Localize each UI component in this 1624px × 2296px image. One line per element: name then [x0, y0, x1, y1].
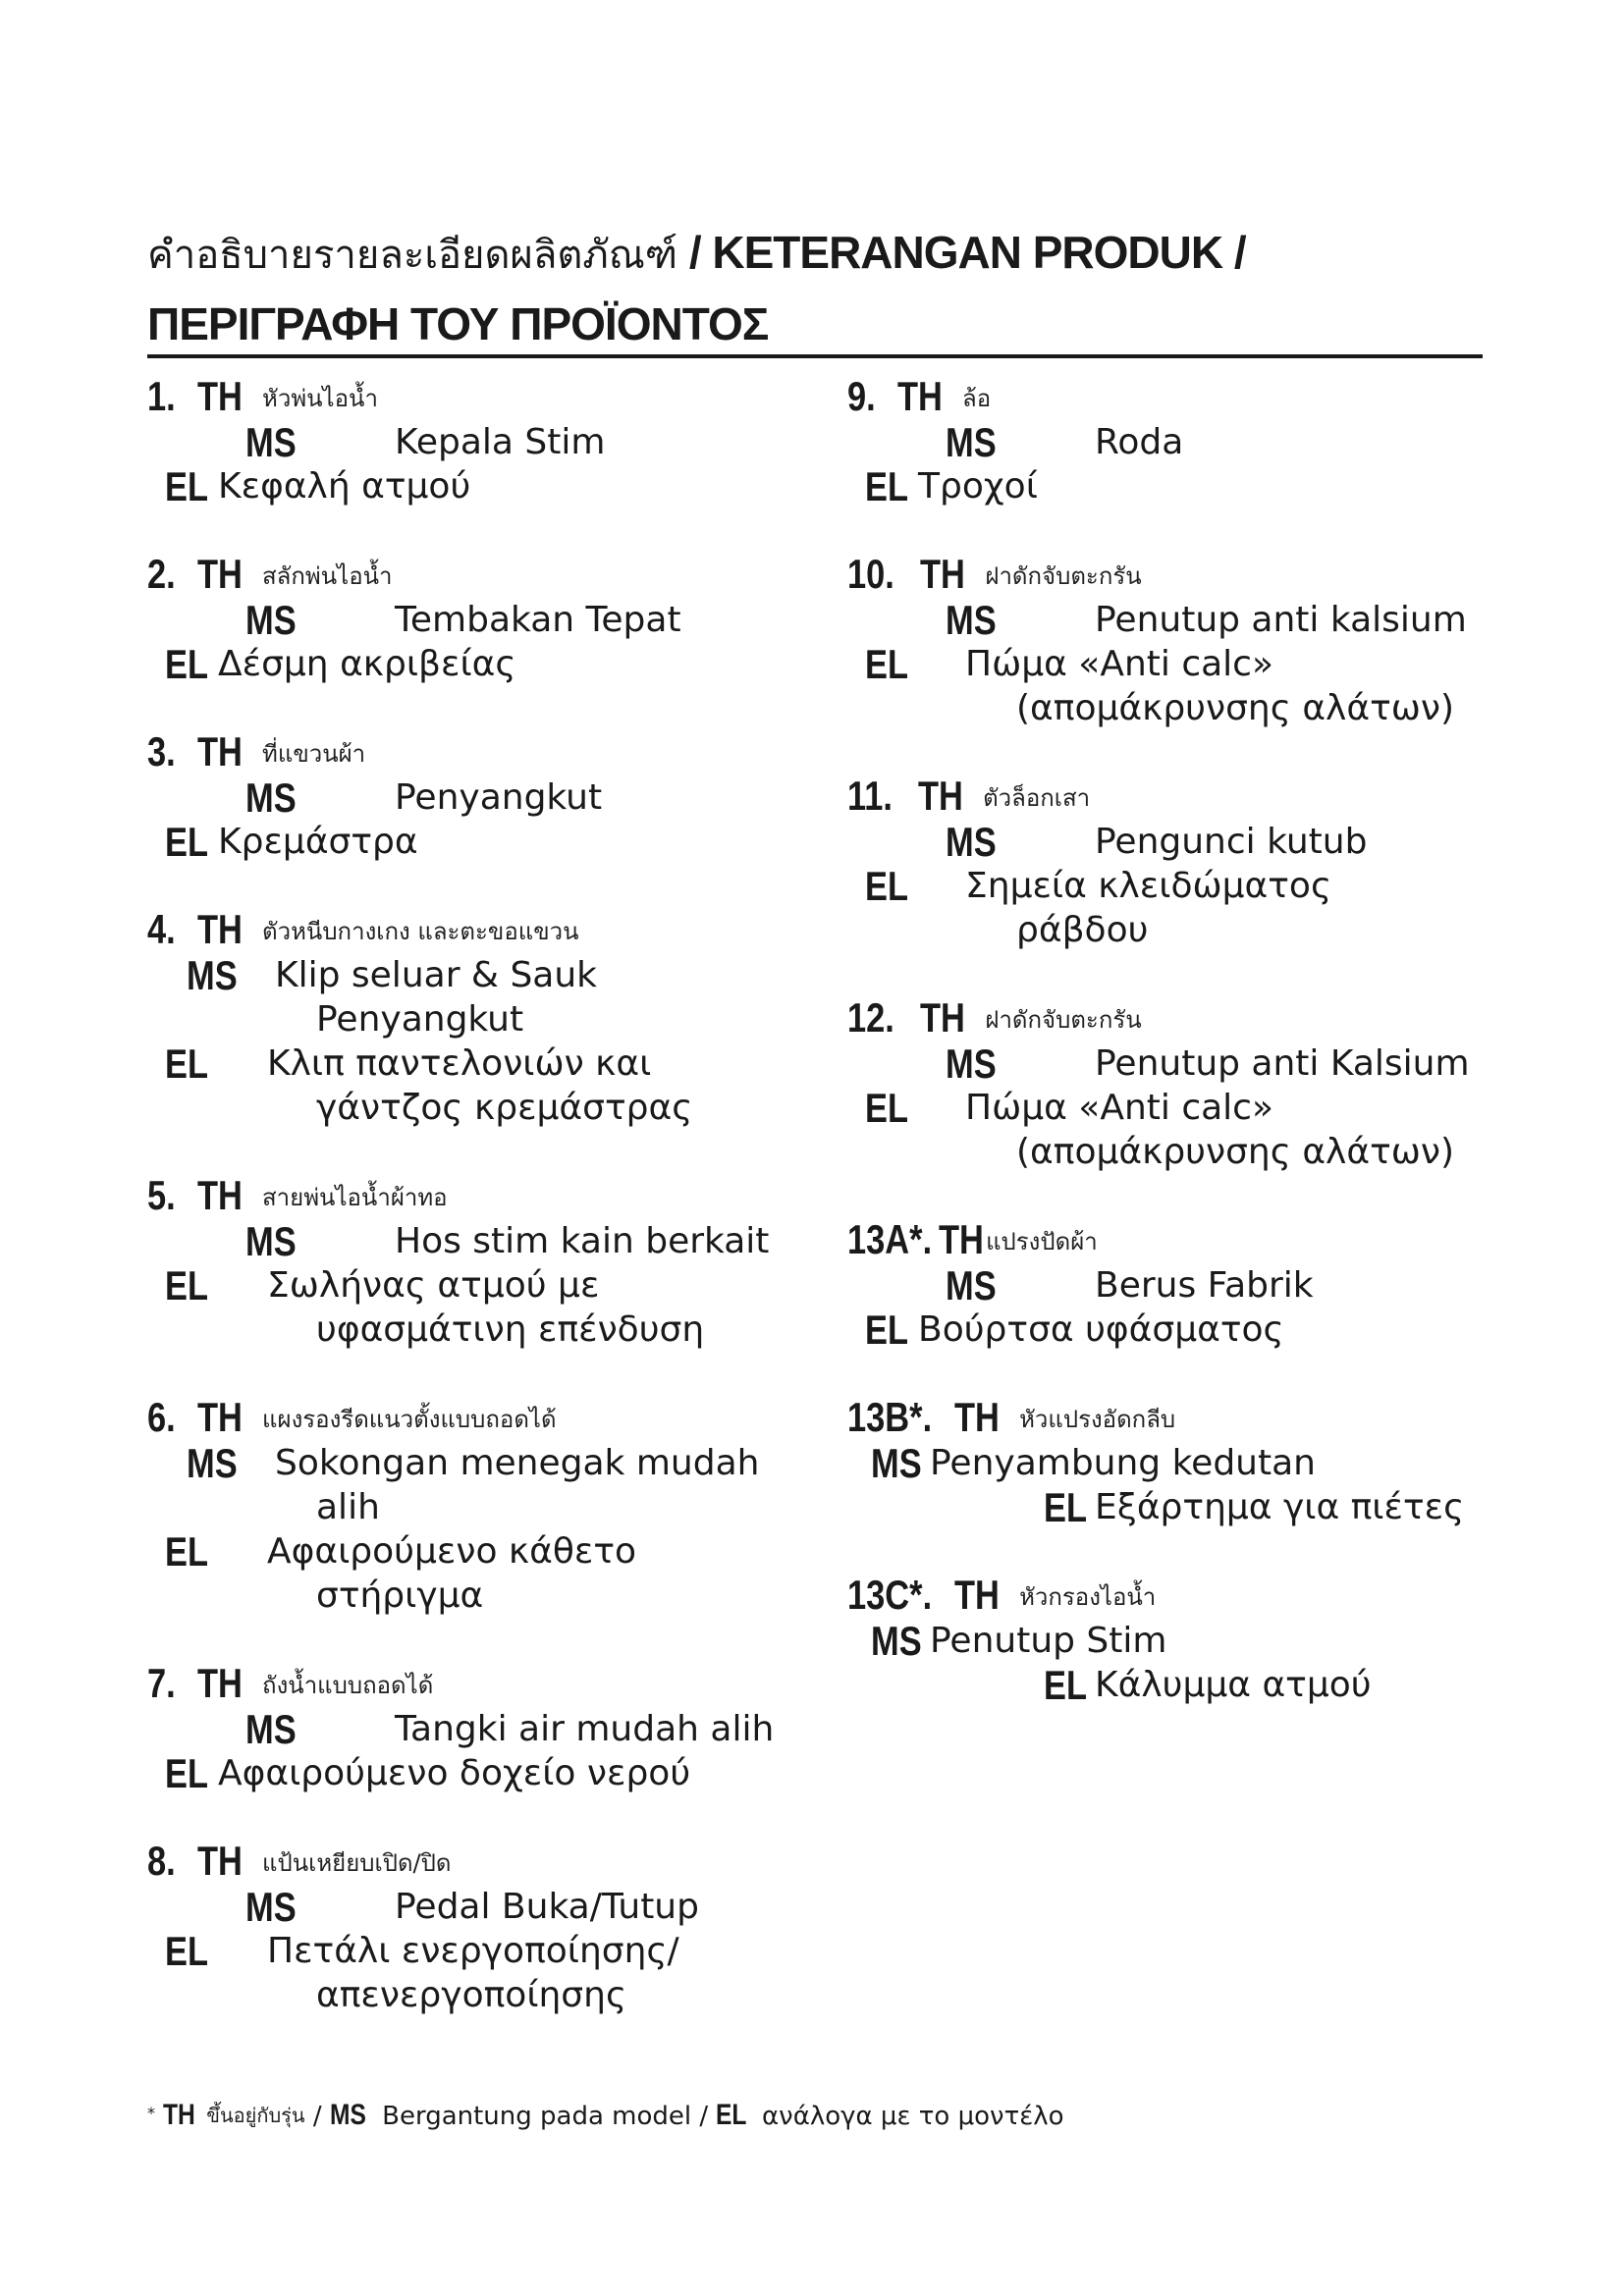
code-th: TH: [197, 373, 243, 419]
footnote-text-th: ขึ้นอยู่กับรุ่น: [206, 2104, 305, 2127]
text-el: Κεφαλή ατμού: [218, 466, 471, 507]
text-el-continued: υφασμάτινη επένδυση: [316, 1309, 705, 1350]
text-el: Βούρτσα υφάσματος: [918, 1309, 1284, 1350]
text-ms: Hos stim kain berkait: [395, 1221, 770, 1261]
footnote-code-th: TH: [163, 2099, 196, 2131]
code-th: TH: [939, 1216, 984, 1262]
text-el: Αφαιρούμενο κάθετο: [267, 1531, 637, 1572]
title-thai: คำอธิบายรายละเอียดผลิตภัณฑ์: [147, 233, 678, 278]
footnote-code-el: EL: [716, 2099, 747, 2131]
code-th: TH: [920, 994, 966, 1041]
code-ms: MS: [245, 1218, 297, 1264]
text-th: ตัวล็อกเสา: [983, 784, 1091, 812]
code-el: EL: [165, 463, 209, 509]
text-th: แปรงปัดผ้า: [986, 1228, 1098, 1255]
title-rest: / KETERANGAN PRODUK / ΠΕΡΙΓΡΑΦΗ ΤΟΥ ΠΡΟΪΟΝΤΟΣ: [147, 227, 1246, 349]
item-number: 6.: [147, 1394, 176, 1440]
code-ms: MS: [946, 819, 997, 865]
code-el: EL: [165, 1528, 209, 1575]
text-th: แผงรองรีดแนวตั้งแบบถอดได้: [262, 1406, 557, 1433]
text-th: ล้อ: [962, 385, 992, 412]
text-ms: Penutup anti kalsium: [1095, 600, 1467, 640]
footnote-star: *: [147, 2104, 155, 2122]
code-th: TH: [197, 1838, 243, 1884]
text-el: Σωλήνας ατμού με: [267, 1265, 600, 1306]
footnote-text-ms: Bergantung pada model: [382, 2102, 692, 2131]
text-ms: Klip seluar & Sauk: [275, 955, 598, 995]
text-th: แป้นเหยียบเปิด/ปิด: [262, 1849, 452, 1877]
code-ms: MS: [187, 1440, 238, 1486]
text-el: Τροχοί: [918, 466, 1038, 507]
code-th: TH: [197, 728, 243, 774]
text-el-continued: ράβδου: [1016, 910, 1149, 950]
text-ms: Roda: [1095, 422, 1184, 462]
text-th: ที่แขวนผ้า: [262, 740, 366, 768]
code-el: EL: [1044, 1484, 1088, 1530]
item-number: 4.: [147, 906, 176, 952]
page-title: [147, 218, 1483, 358]
text-ms: Tangki air mudah alih: [395, 1709, 775, 1749]
text-ms: Penutup Stim: [930, 1621, 1167, 1661]
code-th: TH: [197, 1172, 243, 1218]
code-el: EL: [1044, 1662, 1088, 1708]
text-ms: Penyangkut: [395, 777, 603, 818]
item-number: 9.: [847, 373, 876, 419]
footnote-separator-2: /: [691, 2102, 717, 2131]
text-ms: Penutup anti Kalsium: [1095, 1043, 1470, 1084]
text-ms-continued: Penyangkut: [316, 999, 524, 1040]
text-el: Δέσμη ακριβείας: [218, 644, 516, 684]
text-el: Πετάλι ενεργοποίησης/: [267, 1931, 679, 1971]
code-th: TH: [918, 773, 963, 819]
code-ms: MS: [245, 774, 297, 821]
code-ms: MS: [871, 1440, 922, 1486]
item-number: 10.: [847, 551, 894, 597]
text-ms-continued: alih: [316, 1487, 380, 1527]
text-el-continued: γάντζος κρεμάστρας: [316, 1088, 693, 1128]
code-el: EL: [165, 1928, 209, 1974]
item-number: 2.: [147, 551, 176, 597]
code-th: TH: [920, 551, 966, 597]
text-el: Αφαιρούμενο δοχείο νερού: [218, 1753, 691, 1793]
code-el: EL: [165, 1262, 209, 1308]
code-th: TH: [954, 1572, 1000, 1618]
text-th: หัวพ่นไอน้ำ: [262, 385, 378, 412]
item-number: 1.: [147, 373, 176, 419]
text-ms: Pedal Buka/Tutup: [395, 1887, 699, 1927]
footnote-separator-1: /: [304, 2102, 330, 2131]
item-number: 13C*.: [847, 1572, 933, 1618]
code-ms: MS: [245, 1706, 297, 1752]
code-ms: MS: [187, 952, 238, 998]
item-number: 11.: [847, 773, 893, 819]
code-el: EL: [865, 863, 909, 909]
text-el-continued: στήριγμα: [316, 1575, 484, 1616]
text-el: Σημεία κλειδώματος: [965, 866, 1332, 906]
code-el: EL: [865, 463, 909, 509]
text-th: หัวกรองไอน้ำ: [1019, 1583, 1157, 1611]
text-el-continued: (απομάκρυνσης αλάτων): [1016, 688, 1455, 728]
text-th: ตัวหนีบกางเกง และตะขอแขวน: [262, 918, 579, 945]
code-th: TH: [954, 1394, 1000, 1440]
code-th: TH: [197, 906, 243, 952]
code-ms: MS: [946, 1041, 997, 1087]
footnote: [147, 2099, 1064, 2132]
text-el-continued: απενεργοποίησης: [316, 1975, 627, 2015]
text-th: สายพ่นไอน้ำผ้าทอ: [262, 1184, 448, 1211]
text-ms: Pengunci kutub: [1095, 822, 1368, 862]
item-number: 12.: [847, 994, 894, 1041]
text-ms: Berus Fabrik: [1095, 1265, 1314, 1306]
item-number: 13B*.: [847, 1394, 933, 1440]
text-ms: Tembakan Tepat: [395, 600, 681, 640]
code-th: TH: [197, 551, 243, 597]
code-th: TH: [897, 373, 943, 419]
code-el: EL: [865, 1085, 909, 1131]
text-ms: Penyambung kedutan: [930, 1443, 1316, 1483]
code-th: TH: [197, 1394, 243, 1440]
text-el: Κρεμάστρα: [218, 822, 418, 862]
title-divider: [147, 354, 1483, 358]
text-el: Πώμα «Anti calc»: [965, 644, 1273, 684]
code-el: EL: [165, 1750, 209, 1796]
code-el: EL: [165, 641, 209, 687]
code-ms: MS: [946, 1262, 997, 1308]
text-th: ฝาดักจับตะกรัน: [985, 1006, 1142, 1034]
code-ms: MS: [245, 419, 297, 465]
code-ms: MS: [245, 1884, 297, 1930]
text-el-continued: (απομάκρυνσης αλάτων): [1016, 1132, 1455, 1172]
code-ms: MS: [946, 419, 997, 465]
text-ms: Sokongan menegak mudah: [275, 1443, 760, 1483]
item-number: 13A*.: [847, 1216, 933, 1262]
item-number: 7.: [147, 1660, 176, 1706]
text-th: ถังน้ำแบบถอดได้: [262, 1672, 434, 1699]
text-el: Κάλυμμα ατμού: [1095, 1665, 1372, 1705]
text-el: Εξάρτημα για πιέτες: [1095, 1487, 1465, 1527]
code-ms: MS: [871, 1618, 922, 1664]
item-number: 3.: [147, 728, 176, 774]
text-th: สลักพ่นไอน้ำ: [262, 562, 393, 590]
text-el: Πώμα «Anti calc»: [965, 1088, 1273, 1128]
text-th: หัวแปรงอัดกลีบ: [1019, 1406, 1176, 1433]
code-ms: MS: [245, 597, 297, 643]
code-el: EL: [865, 1307, 909, 1353]
code-el: EL: [865, 641, 909, 687]
code-ms: MS: [946, 597, 997, 643]
text-ms: Kepala Stim: [395, 422, 606, 462]
code-el: EL: [165, 819, 209, 865]
footnote-code-ms: MS: [329, 2099, 366, 2131]
code-th: TH: [197, 1660, 243, 1706]
code-el: EL: [165, 1041, 209, 1087]
item-number: 8.: [147, 1838, 176, 1884]
text-el: Κλιπ παντελονιών και: [267, 1043, 652, 1084]
text-th: ฝาดักจับตะกรัน: [985, 562, 1142, 590]
item-number: 5.: [147, 1172, 176, 1218]
footnote-text-el: ανάλογα με το μοντέλο: [762, 2102, 1064, 2131]
